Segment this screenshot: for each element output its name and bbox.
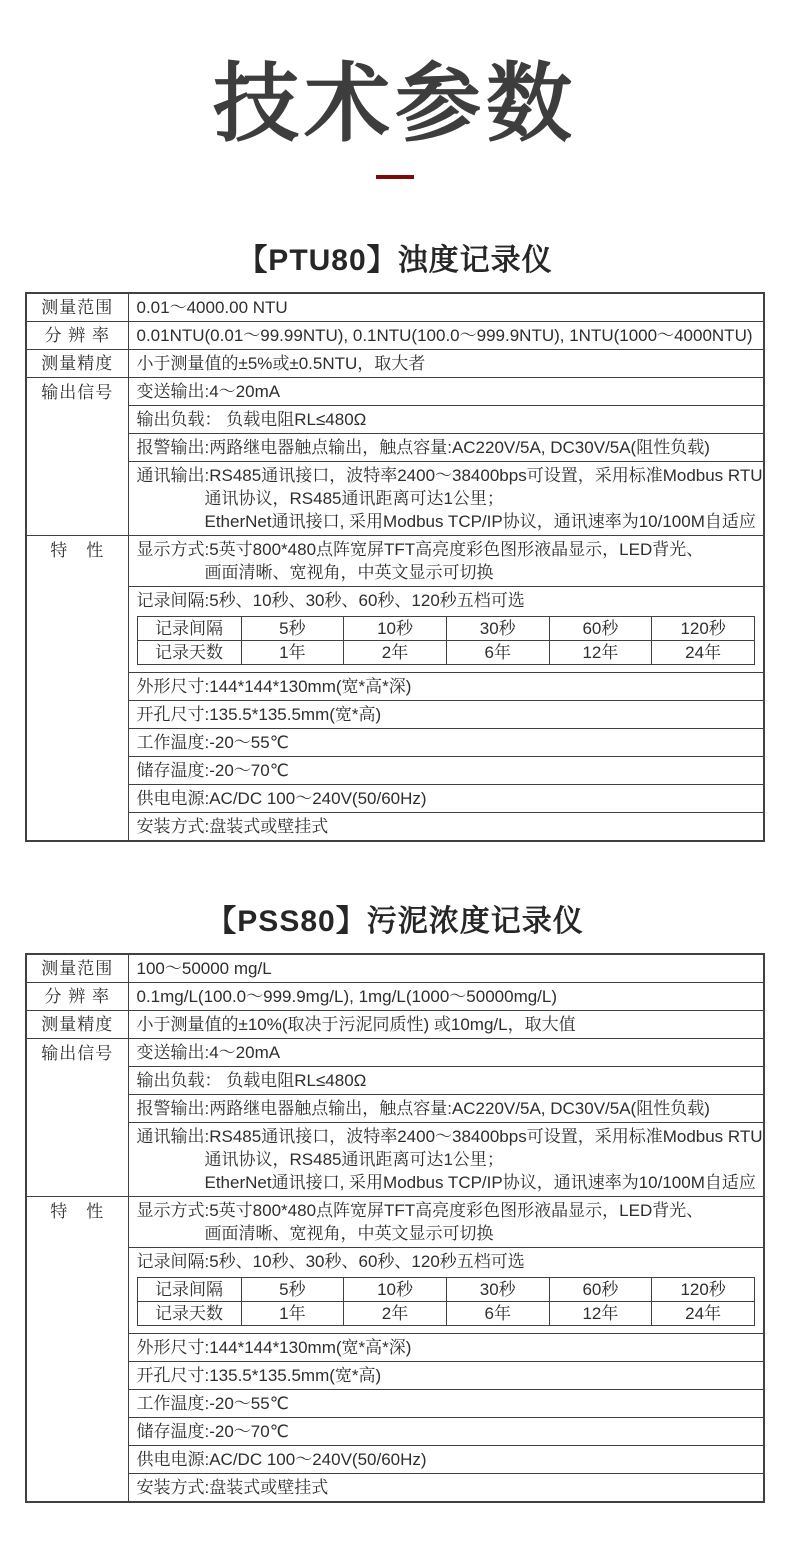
output-alarm: 报警输出:两路继电器触点输出，触点容量:AC220V/5A, DC30V/5A(阻性负载) bbox=[128, 1094, 764, 1122]
table-row bbox=[26, 535, 764, 586]
page-title: 技术参数 bbox=[213, 56, 577, 152]
work-temp-value: 工作温度:-20～55℃ bbox=[128, 728, 764, 756]
days-cell: 24年 bbox=[652, 1301, 755, 1325]
storage-temp-value: 储存温度:-20～70℃ bbox=[128, 1417, 764, 1445]
section-title-pss80: 【PSS80】污泥浓度记录仪 bbox=[206, 904, 584, 938]
record-days-row bbox=[137, 1301, 755, 1325]
record-summary: 记录间隔:5秒、10秒、30秒、60秒、120秒五档可选 bbox=[136, 590, 525, 610]
table-row bbox=[26, 1066, 764, 1094]
range-label: 测量范围 bbox=[26, 293, 128, 322]
table-row bbox=[26, 1010, 764, 1038]
work-temp-value: 工作温度:-20～55℃ bbox=[128, 1389, 764, 1417]
record-summary: 记录间隔:5秒、10秒、30秒、60秒、120秒五档可选 bbox=[136, 1251, 525, 1271]
table-row bbox=[26, 1038, 764, 1066]
table-row bbox=[26, 784, 764, 812]
accuracy-value: 小于测量值的±5%或±0.5NTU，取大者 bbox=[128, 349, 764, 377]
output-load: 输出负载： 负载电阻RL≤480Ω bbox=[128, 405, 764, 433]
output-alarm: 报警输出:两路继电器触点输出，触点容量:AC220V/5A, DC30V/5A(阻性负载) bbox=[128, 433, 764, 461]
table-row bbox=[26, 1333, 764, 1361]
table-row bbox=[26, 405, 764, 433]
record-interval-table bbox=[137, 616, 756, 665]
table-row bbox=[26, 756, 764, 784]
record-days-header: 记录天数 bbox=[137, 1301, 241, 1325]
days-cell: 2年 bbox=[344, 640, 447, 664]
table-row bbox=[26, 812, 764, 841]
display-line1: 显示方式:5英寸800*480点阵宽屏TFT高亮度彩色图形液晶显示，LED背光、 bbox=[136, 539, 704, 559]
record-interval-header: 记录间隔 bbox=[137, 1277, 241, 1301]
range-value: 0.01～4000.00 NTU bbox=[128, 293, 764, 322]
output-transmit: 变送输出:4～20mA bbox=[128, 1038, 764, 1066]
mounting-value: 安装方式:盘装式或壁挂式 bbox=[128, 812, 764, 841]
comm-line3: EtherNet通讯接口, 采用Modbus TCP/IP协议，通讯速率为10/100M自适应 bbox=[204, 511, 756, 531]
table-row bbox=[26, 461, 764, 535]
table-row bbox=[26, 982, 764, 1010]
accuracy-value: 小于测量值的±10%(取决于污泥同质性) 或10mg/L，取大值 bbox=[128, 1010, 764, 1038]
interval-cell: 60秒 bbox=[549, 616, 652, 640]
cutout-value: 开孔尺寸:135.5*135.5mm(宽*高) bbox=[128, 1361, 764, 1389]
display-line2: 画面清晰、宽视角，中英文显示可切换 bbox=[204, 562, 494, 582]
display-line2: 画面清晰、宽视角，中英文显示可切换 bbox=[204, 1223, 494, 1243]
storage-temp-value: 储存温度:-20～70℃ bbox=[128, 756, 764, 784]
table-row bbox=[26, 349, 764, 377]
output-transmit: 变送输出:4～20mA bbox=[128, 377, 764, 405]
dimension-value: 外形尺寸:144*144*130mm(宽*高*深) bbox=[128, 672, 764, 700]
dimension-value: 外形尺寸:144*144*130mm(宽*高*深) bbox=[128, 1333, 764, 1361]
comm-line1: 通讯输出:RS485通讯接口，波特率2400～38400bps可设置，采用标准Modbus RTU bbox=[136, 1126, 763, 1146]
table-row bbox=[26, 672, 764, 700]
days-cell: 12年 bbox=[549, 1301, 652, 1325]
record-days-header: 记录天数 bbox=[137, 640, 241, 664]
table-row bbox=[26, 1473, 764, 1502]
output-signal-label: 输出信号 bbox=[26, 377, 128, 535]
days-cell: 1年 bbox=[241, 1301, 344, 1325]
comm-line1: 通讯输出:RS485通讯接口，波特率2400～38400bps可设置，采用标准Modbus RTU bbox=[136, 465, 763, 485]
output-comm bbox=[128, 1122, 764, 1196]
feature-display bbox=[128, 1196, 764, 1247]
output-load: 输出负载： 负载电阻RL≤480Ω bbox=[128, 1066, 764, 1094]
power-value: 供电电源:AC/DC 100～240V(50/60Hz) bbox=[128, 1445, 764, 1473]
mounting-value: 安装方式:盘装式或壁挂式 bbox=[128, 1473, 764, 1502]
feature-record bbox=[128, 1247, 764, 1333]
days-cell: 24年 bbox=[652, 640, 755, 664]
output-signal-label: 输出信号 bbox=[26, 1038, 128, 1196]
feature-display bbox=[128, 535, 764, 586]
days-cell: 6年 bbox=[446, 640, 549, 664]
comm-line3: EtherNet通讯接口, 采用Modbus TCP/IP协议，通讯速率为10/100M自适应 bbox=[204, 1172, 756, 1192]
interval-cell: 30秒 bbox=[446, 616, 549, 640]
range-label: 测量范围 bbox=[26, 954, 128, 983]
table-row bbox=[26, 293, 764, 322]
days-cell: 12年 bbox=[549, 640, 652, 664]
spec-table-ptu80 bbox=[25, 292, 765, 842]
table-row bbox=[26, 1389, 764, 1417]
table-row bbox=[26, 1122, 764, 1196]
table-row bbox=[26, 321, 764, 349]
record-interval-row bbox=[137, 616, 755, 640]
feature-label: 特 性 bbox=[26, 1196, 128, 1502]
table-row bbox=[26, 1417, 764, 1445]
table-row bbox=[26, 1445, 764, 1473]
interval-cell: 10秒 bbox=[344, 1277, 447, 1301]
title-accent-underline bbox=[376, 175, 414, 179]
table-row bbox=[26, 433, 764, 461]
spec-sheet-page bbox=[0, 58, 790, 1503]
table-row bbox=[26, 377, 764, 405]
display-line1: 显示方式:5英寸800*480点阵宽屏TFT高亮度彩色图形液晶显示，LED背光、 bbox=[136, 1200, 704, 1220]
spec-table-pss80 bbox=[25, 953, 765, 1503]
resolution-label: 分 辨 率 bbox=[26, 321, 128, 349]
power-value: 供电电源:AC/DC 100～240V(50/60Hz) bbox=[128, 784, 764, 812]
table-row bbox=[26, 586, 764, 672]
record-days-row bbox=[137, 640, 755, 664]
comm-line2: 通讯协议，RS485通讯距离可达1公里； bbox=[204, 1149, 504, 1169]
feature-label: 特 性 bbox=[26, 535, 128, 841]
interval-cell: 10秒 bbox=[344, 616, 447, 640]
table-row bbox=[26, 954, 764, 983]
days-cell: 6年 bbox=[446, 1301, 549, 1325]
interval-cell: 5秒 bbox=[241, 1277, 344, 1301]
table-row bbox=[26, 1094, 764, 1122]
record-interval-row bbox=[137, 1277, 755, 1301]
accuracy-label: 测量精度 bbox=[26, 349, 128, 377]
table-row bbox=[26, 1247, 764, 1333]
interval-cell: 120秒 bbox=[652, 616, 755, 640]
interval-cell: 60秒 bbox=[549, 1277, 652, 1301]
table-row bbox=[26, 700, 764, 728]
interval-cell: 5秒 bbox=[241, 616, 344, 640]
cutout-value: 开孔尺寸:135.5*135.5mm(宽*高) bbox=[128, 700, 764, 728]
resolution-value: 0.01NTU(0.01～99.99NTU), 0.1NTU(100.0～999.9NTU), 1NTU(1000～4000NTU) bbox=[128, 321, 764, 349]
section-title-ptu80: 【PTU80】浊度记录仪 bbox=[237, 243, 553, 277]
table-row bbox=[26, 1196, 764, 1247]
table-row bbox=[26, 1361, 764, 1389]
comm-line2: 通讯协议，RS485通讯距离可达1公里； bbox=[204, 488, 504, 508]
days-cell: 2年 bbox=[344, 1301, 447, 1325]
resolution-label: 分 辨 率 bbox=[26, 982, 128, 1010]
feature-record bbox=[128, 586, 764, 672]
record-interval-table bbox=[137, 1277, 756, 1326]
table-row bbox=[26, 728, 764, 756]
accuracy-label: 测量精度 bbox=[26, 1010, 128, 1038]
interval-cell: 120秒 bbox=[652, 1277, 755, 1301]
resolution-value: 0.1mg/L(100.0～999.9mg/L), 1mg/L(1000～50000mg/L) bbox=[128, 982, 764, 1010]
interval-cell: 30秒 bbox=[446, 1277, 549, 1301]
days-cell: 1年 bbox=[241, 640, 344, 664]
range-value: 100～50000 mg/L bbox=[128, 954, 764, 983]
record-interval-header: 记录间隔 bbox=[137, 616, 241, 640]
output-comm bbox=[128, 461, 764, 535]
